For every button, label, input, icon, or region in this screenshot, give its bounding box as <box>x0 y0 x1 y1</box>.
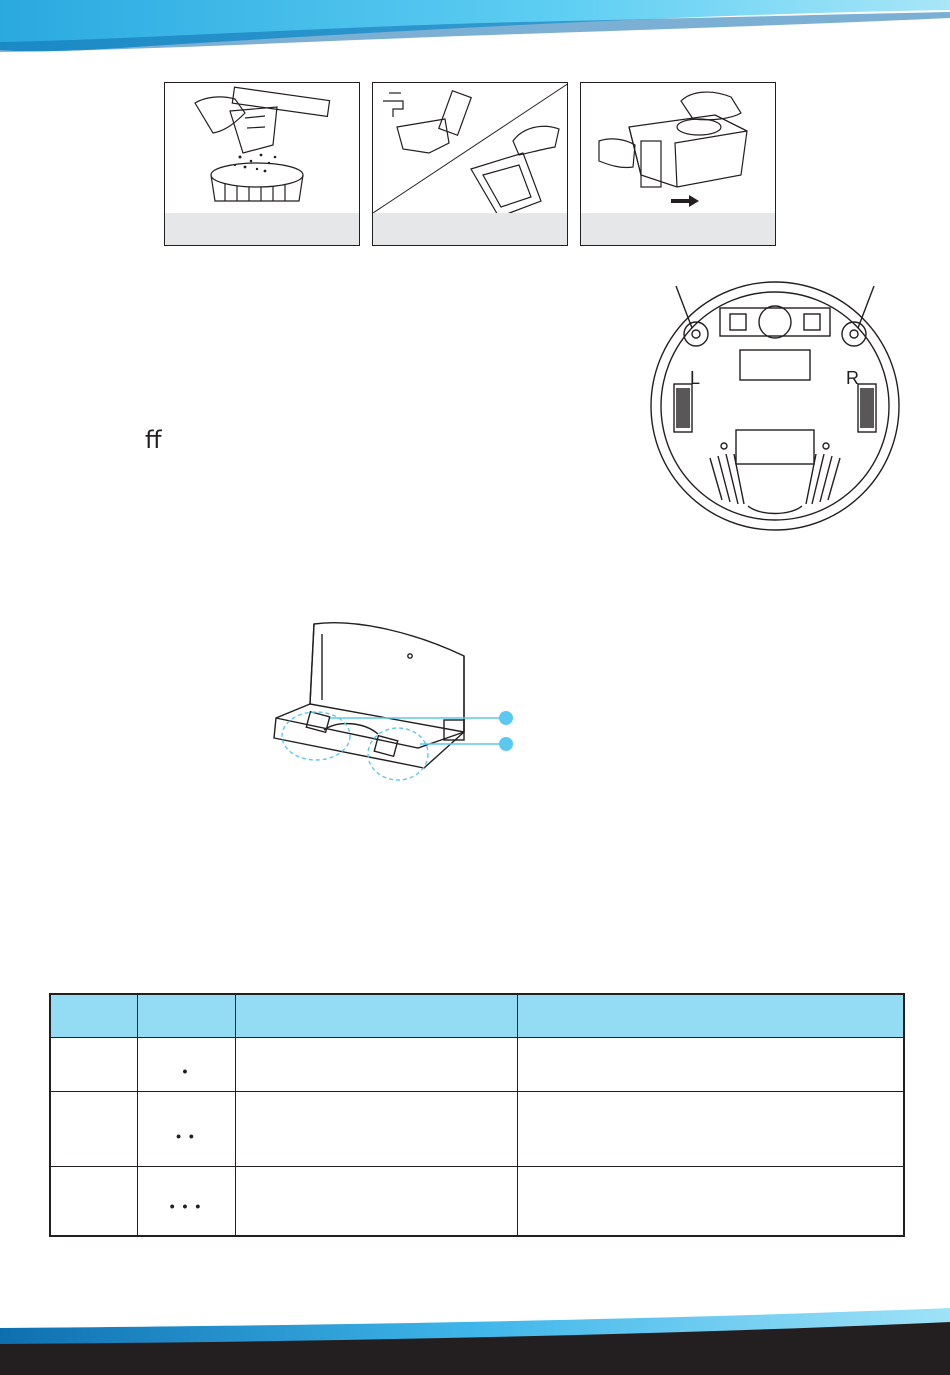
table-row <box>50 1038 904 1092</box>
footer-wave-banner <box>0 1300 950 1375</box>
left-label: L <box>690 368 701 388</box>
signal-cell <box>137 1092 235 1167</box>
right-label: R <box>846 368 859 388</box>
indicator-table <box>49 993 905 1237</box>
table-header-row <box>50 994 904 1038</box>
table-cell <box>235 1092 517 1167</box>
table-row <box>50 1092 904 1167</box>
table-cell <box>235 1038 517 1092</box>
signal-cell <box>137 1167 235 1237</box>
table-cell <box>517 1092 904 1167</box>
panel-caption-bar <box>373 213 567 245</box>
header-cell <box>137 994 235 1038</box>
signal-cell <box>137 1038 235 1092</box>
table-cell <box>517 1038 904 1092</box>
ligature-fragment: ﬀ <box>145 426 162 454</box>
callout-marker <box>499 711 513 725</box>
table-cell <box>517 1167 904 1237</box>
panel-caption-bar <box>581 213 775 245</box>
panel-caption-bar <box>165 213 359 245</box>
callout-marker <box>499 737 513 751</box>
panel-wash-filter <box>372 82 568 246</box>
header-cell <box>50 994 137 1038</box>
panel-insert-bin <box>580 82 776 246</box>
signal-dots: • • • <box>169 1198 203 1214</box>
robot-underside-illustration <box>640 272 910 540</box>
table-cell <box>50 1038 137 1092</box>
table-row <box>50 1167 904 1237</box>
table-cell <box>235 1167 517 1237</box>
table-cell <box>50 1092 137 1167</box>
header-cell <box>235 994 517 1038</box>
header-wave-banner <box>0 0 950 60</box>
table-cell <box>50 1167 137 1237</box>
signal-dots: • <box>182 1062 190 1079</box>
header-cell <box>517 994 904 1038</box>
charging-dock-illustration <box>268 614 528 786</box>
panel-empty-bin <box>164 82 360 246</box>
signal-dots: • • <box>176 1128 196 1144</box>
